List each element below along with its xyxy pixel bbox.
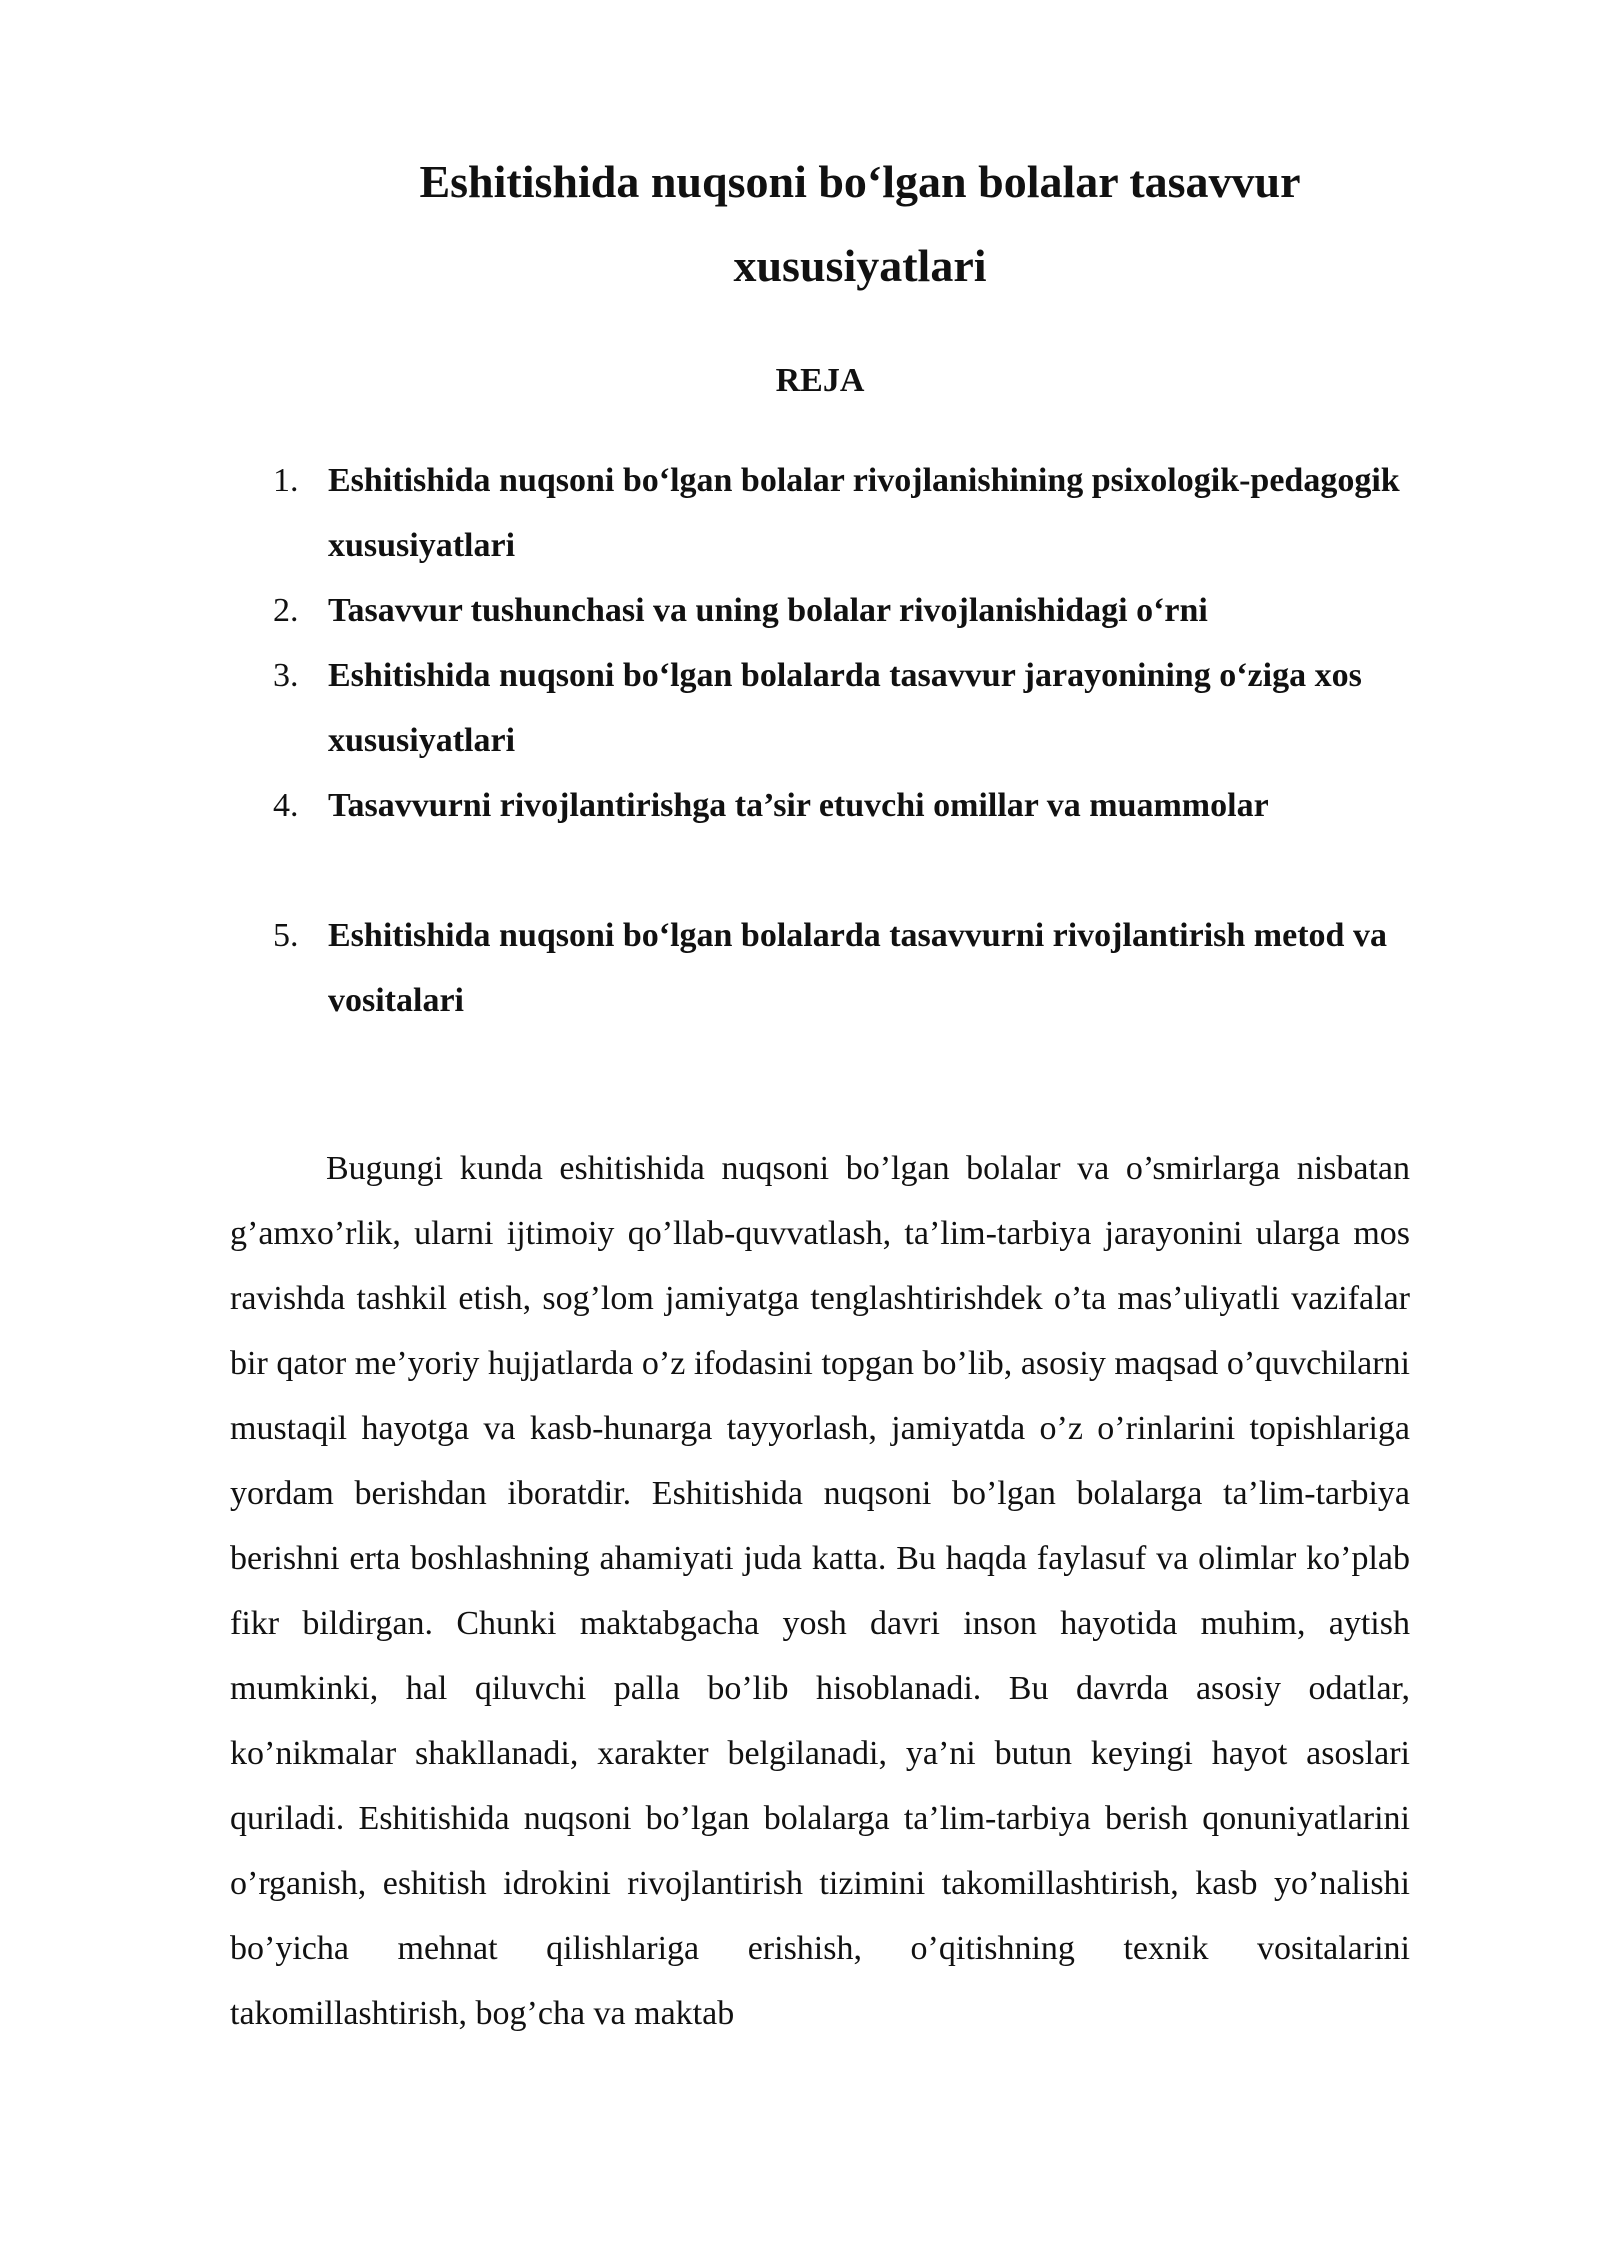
document-title xyxy=(360,140,1360,308)
plan-item-number: 2. xyxy=(273,592,299,629)
plan-item-text: Tasavvur tushunchasi va uning bolalar rivojlanishidagi o‘rni xyxy=(328,592,1208,629)
title-line-2: xususiyatlari xyxy=(733,240,987,291)
plan-item xyxy=(230,448,1410,578)
plan-item-text: Tasavvurni rivojlantirishga ta’sir etuvchi omillar va muammolar xyxy=(328,787,1269,824)
body-paragraph: Bugungi kunda eshitishida nuqsoni bo’lgan bolalar va o’smirlarga nisbatan g’amxo’rlik, ularni ijtimoiy qo’llab-quvvatlash, ta’lim-tarbiya jarayonini ularga mos ravishda tashkil etish, sog’lom jamiyatga tenglashtirishdek o’ta mas’uliyatli vazifalar bir qator me’yoriy hujjatlarda o’z ifodasini topgan bo’lib, asosiy maqsad o’quvchilarni mustaqil hayotga va kasb-hunarga tayyorlash, jamiyatda o’z o’rinlarini topishlariga yordam berishdan iboratdir. Eshitishida nuqsoni bo’lgan bolalarga ta’lim-tarbiya berishni erta boshlashning ahamiyati juda katta. Bu haqda faylasuf va olimlar ko’plab fikr bildirgan. Chunki maktabgacha yosh davri inson hayotida muhim, aytish mumkinki, hal qiluvchi palla bo’lib hisoblanadi. Bu davrda asosiy odatlar, ko’nikmalar shakllanadi, xarakter belgilanadi, ya’ni butun keyingi hayot asoslari quriladi. Eshitishida nuqsoni bo’lgan bolalarga ta’lim-tarbiya berish qonuniyatlarini o’rganish, eshitish idrokini rivojlantirish tizimini takomillashtirish, kasb yo’nalishi bo’yicha mehnat qilishlariga erishish, o’qitishning texnik vositalarini takomillashtirish, bog’cha va maktab xyxy=(230,1150,1410,2032)
title-line-1: Eshitishida nuqsoni bo‘lgan bolalar tasavvur xyxy=(419,156,1301,207)
plan-item-number: 4. xyxy=(273,787,299,824)
plan-item-number: 5. xyxy=(273,917,299,954)
plan-item xyxy=(230,903,1410,1033)
plan-item xyxy=(230,578,1410,643)
plan-item-text: Eshitishida nuqsoni bo‘lgan bolalar rivojlanishining psixologik-pedagogik xususiyatlari xyxy=(328,462,1400,564)
plan-item-text: Eshitishida nuqsoni bo‘lgan bolalarda tasavvurni rivojlantirish metod va vositalari xyxy=(328,917,1387,1019)
plan-item-number: 1. xyxy=(273,462,299,499)
plan-item-text: Eshitishida nuqsoni bo‘lgan bolalarda tasavvur jarayonining o‘ziga xos xususiyatlari xyxy=(328,657,1362,759)
plan-heading: REJA xyxy=(775,362,865,399)
plan-item-number: 3. xyxy=(273,657,299,694)
plan-item xyxy=(230,643,1410,773)
plan-list xyxy=(230,448,1410,1033)
plan-item xyxy=(230,773,1410,838)
